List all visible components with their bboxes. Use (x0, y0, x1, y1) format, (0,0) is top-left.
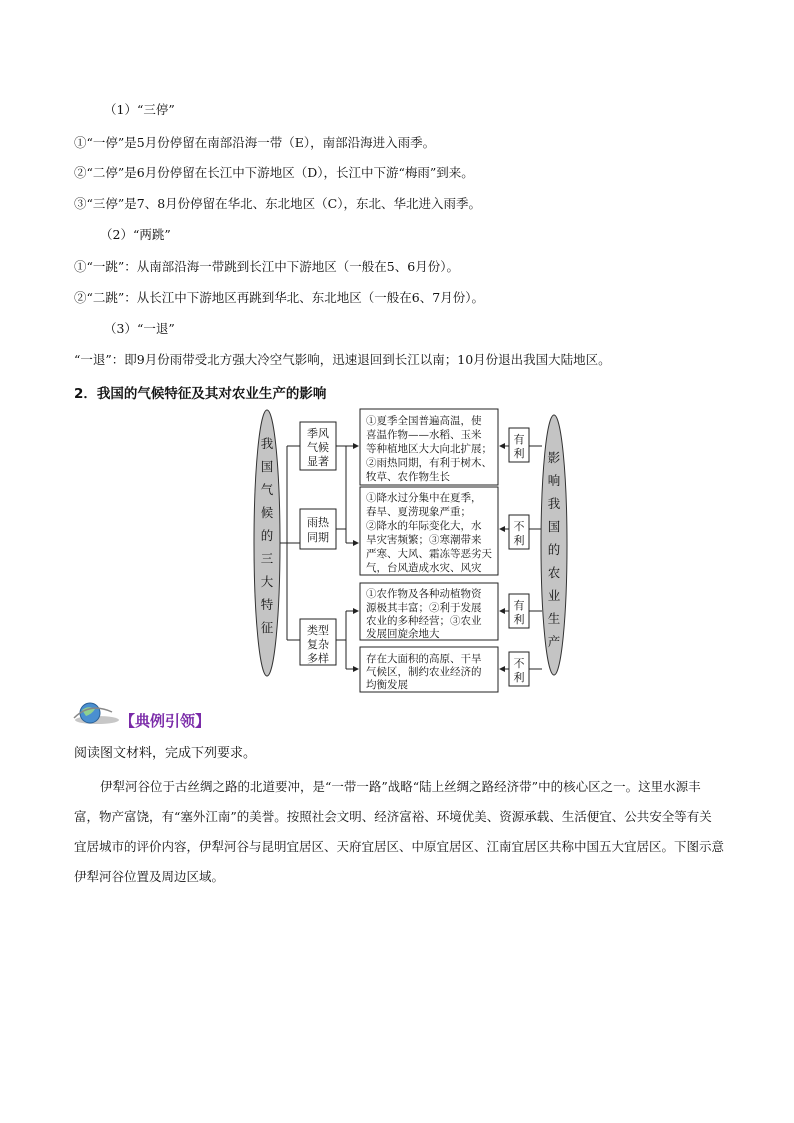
mid-connectors (336, 446, 358, 669)
judgment-text: 利 (513, 447, 525, 460)
effect-text: 严寒、大风、霜冻等恶劣天 (366, 548, 492, 560)
feature-text: 复杂 (307, 638, 329, 651)
feature-text: 多样 (307, 652, 329, 665)
left-label-char: 国 (260, 459, 274, 474)
left-label-char: 征 (260, 620, 274, 635)
left-label-char: 我 (260, 436, 274, 451)
right-label-char: 响 (547, 473, 561, 488)
effect-text: 等种植地区大大向北扩展； (366, 443, 492, 455)
yi-tui-title: （3）“一退” (104, 321, 175, 336)
judgment-arrows (500, 446, 509, 669)
effect-text: 均衡发展 (366, 679, 408, 691)
judgment-text: 利 (513, 534, 525, 547)
judgment-text: 利 (513, 613, 525, 626)
feature-text: 显著 (307, 455, 329, 468)
judgment-text: 利 (513, 671, 525, 684)
feature-text: 气候 (307, 441, 329, 454)
globe-icon (74, 703, 119, 724)
right-connectors (529, 446, 542, 669)
left-label-char: 气 (260, 482, 274, 497)
san-ting-item-2: ②“二停”是6月份停留在长江中下游地区（D），长江中下游“梅雨”到来。 (74, 165, 474, 180)
liang-tiao-item-2: ②“二跳”：从长江中下游地区再跳到华北、东北地区（一般在6、7月份）。 (74, 290, 484, 305)
example-passage: 伊犁河谷位于古丝绸之路的北道要冲，是“一带一路”战略“陆上丝绸之路经济带”中的核心区之一。这里水源丰富，物产富饶，有“塞外江南”的美誉。按照社会文明、经济富裕、环境优美、资源承载、生活便宜、公共安全等有关宜居城市的评价内容，伊犁河谷与昆明宜居区、天府宜居区、中原宜居区、江南宜居区共称中国五大宜居区。下图示意伊犁河谷位置及周边区域。 (74, 779, 725, 884)
effect-text: 春旱、夏涝现象严重； (366, 506, 471, 518)
effect-text: 旱灾害频繁；③寒潮带来 (366, 534, 482, 546)
left-label-char: 三 (260, 551, 274, 566)
example-title: 【典例引领】 (120, 712, 211, 730)
effect-text: ①降水过分集中在夏季， (366, 492, 482, 504)
effect-text: ②降水的年际变化大，水 (366, 520, 482, 532)
liang-tiao-item-1: ①“一跳”：从南部沿海一带跳到长江中下游地区（一般在5、6月份）。 (74, 259, 459, 274)
left-connectors (280, 446, 300, 640)
left-label-char: 候 (260, 505, 274, 520)
left-label-char: 大 (260, 574, 274, 589)
feature-text: 季风 (307, 427, 329, 440)
judgment-text: 有 (513, 433, 525, 446)
right-label-char: 影 (547, 450, 561, 465)
san-ting-title: （1）“三停” (104, 102, 175, 117)
effect-text: 气，台风造成水灾、风灾 (366, 562, 482, 574)
left-label (261, 436, 274, 635)
judgment-text: 不 (513, 520, 525, 533)
feature-text: 雨热 (307, 516, 329, 529)
right-label-char: 的 (547, 542, 561, 557)
effect-text: 牧草、农作物生长 (366, 471, 450, 483)
right-label-char: 农 (547, 565, 561, 580)
san-ting-item-1: ①“一停”是5月份停留在南部沿海一带（E），南部沿海进入雨季。 (74, 135, 436, 150)
effect-text: ②雨热同期，有利于树木、 (366, 457, 492, 469)
left-label-char: 特 (260, 597, 274, 612)
effect-text: 发展回旋余地大 (366, 628, 440, 640)
section2-heading: 2．我国的气候特征及其对农业生产的影响 (74, 386, 327, 402)
effect-text: 存在大面积的高原、干旱 (366, 653, 482, 665)
right-label-char: 业 (547, 588, 561, 603)
effect-text: 气候区，制约农业经济的 (366, 666, 482, 678)
yi-tui-text: “一退”：即9月份雨带受北方强大冷空气影响，迅速退回到长江以南；10月份退出我国大陆地区。 (74, 352, 611, 367)
right-label-char: 我 (547, 496, 561, 511)
example-instruction: 阅读图文材料，完成下列要求。 (74, 746, 257, 761)
feature-text: 同期 (307, 531, 329, 544)
san-ting-item-3: ③“三停”是7、8月份停留在华北、东北地区（C），东北、华北进入雨季。 (74, 196, 482, 211)
right-label (548, 450, 561, 649)
effect-text: ①夏季全国普遍高温，使 (366, 415, 482, 427)
judgment-text: 有 (513, 599, 525, 612)
effect-text: 农业的多种经营；③农业 (366, 615, 482, 627)
feature-text: 类型 (307, 624, 329, 637)
right-label-char: 产 (547, 634, 561, 649)
right-label-char: 国 (547, 519, 561, 534)
left-label-char: 的 (260, 528, 274, 543)
judgment-text: 不 (513, 657, 525, 670)
liang-tiao-title: （2）“两跳” (100, 227, 171, 242)
effect-text: 喜温作物——水稻、玉米 (366, 429, 482, 441)
right-label-char: 生 (547, 611, 561, 626)
effect-text: ①农作物及各种动植物资 (366, 588, 482, 600)
effect-text: 源极其丰富；②利于发展 (366, 602, 482, 614)
